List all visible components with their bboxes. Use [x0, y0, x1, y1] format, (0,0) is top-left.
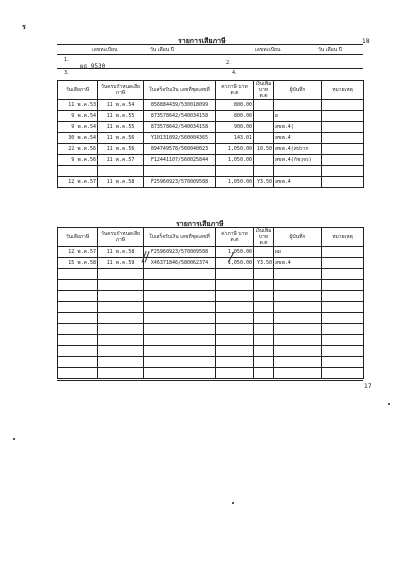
tax-cell [216, 269, 254, 280]
tax-cell [216, 166, 254, 177]
due-date-cell: 11 พ.ค.59 [98, 258, 144, 269]
table-header-row [58, 228, 364, 247]
recorder-cell [274, 324, 322, 335]
receipt-cell [144, 324, 216, 335]
tax-cell [216, 291, 254, 302]
note-cell [322, 247, 364, 258]
paid-date-cell: 12 พ.ค.57 [58, 247, 98, 258]
tax-cell [216, 346, 254, 357]
note-cell [322, 155, 364, 166]
reg-row-number: 3. [64, 70, 69, 76]
recorder-cell [274, 269, 322, 280]
due-date-cell: 11 พ.ค.55 [98, 122, 144, 133]
date-label-1: วัน เดือน ปี [150, 47, 174, 53]
column-header-receipt: ใบเสร็จรับเงิน เลขที่ชุดเลขที่ [144, 81, 216, 100]
note-cell [322, 144, 364, 155]
column-header-tax: ค่าภาษี บาท ต.ต [216, 228, 254, 247]
reg-label-2: เลขทะเบียน [255, 47, 281, 53]
tax-cell [216, 368, 254, 379]
note-cell [322, 100, 364, 111]
extra-cell [254, 313, 274, 324]
paid-date-cell [58, 335, 98, 346]
table-row [58, 133, 364, 144]
reg-row-value: ผธ 9530 [80, 63, 106, 70]
column-header-due-date: วันครบกำหนดเสียภาษี [98, 228, 144, 247]
paid-date-cell: 11 พ.ค.53 [58, 100, 98, 111]
column-header-paid-date: วันเสียภาษี [58, 228, 98, 247]
recorder-cell [274, 346, 322, 357]
recorder-cell: สขพ.4 [274, 258, 322, 269]
receipt-cell [144, 357, 216, 368]
column-header-note: หมายเหตุ [322, 81, 364, 100]
receipt-cell [144, 368, 216, 379]
receipt-cell: 856884439/530018099 [144, 100, 216, 111]
paid-date-cell [58, 346, 98, 357]
recorder-cell: สขพ.4 [274, 177, 322, 188]
note-cell [322, 291, 364, 302]
note-cell [322, 368, 364, 379]
extra-cell [254, 291, 274, 302]
extra-cell [254, 346, 274, 357]
recorder-cell: ผ [274, 111, 322, 122]
scan-speck [13, 438, 15, 440]
table-row [58, 111, 364, 122]
due-date-cell: 11 พ.ค.58 [98, 177, 144, 188]
tax-cell: 1,050.00 [216, 258, 254, 269]
section2-tax-table [57, 227, 364, 379]
reg-row-number: 4. [232, 70, 237, 76]
extra-cell: Y3.50 [254, 177, 274, 188]
note-cell [322, 335, 364, 346]
extra-cell [254, 335, 274, 346]
receipt-cell [144, 313, 216, 324]
note-cell [322, 302, 364, 313]
recorder-cell [274, 357, 322, 368]
extra-cell [254, 166, 274, 177]
note-cell [322, 166, 364, 177]
tax-cell [216, 324, 254, 335]
note-cell [322, 324, 364, 335]
note-cell [322, 269, 364, 280]
receipt-cell: F25960923/570009508 [144, 247, 216, 258]
extra-cell [254, 133, 274, 144]
table-row [58, 357, 364, 368]
tax-cell: 1,050.00 [216, 177, 254, 188]
section1-tax-table [57, 80, 364, 188]
due-date-cell [98, 291, 144, 302]
recorder-cell [274, 335, 322, 346]
extra-cell [254, 368, 274, 379]
tax-cell: 900.00 [216, 122, 254, 133]
tax-cell [216, 302, 254, 313]
extra-cell [254, 247, 274, 258]
due-date-cell: 11 พ.ค.57 [98, 155, 144, 166]
due-date-cell [98, 357, 144, 368]
receipt-cell [144, 280, 216, 291]
recorder-cell: สขพ.4(กัชวุจร) [274, 155, 322, 166]
table-row [58, 269, 364, 280]
extra-cell [254, 324, 274, 335]
extra-cell [254, 155, 274, 166]
table-row [58, 346, 364, 357]
recorder-cell [274, 302, 322, 313]
due-date-cell [98, 302, 144, 313]
note-cell [322, 357, 364, 368]
column-header-extra: เงินเพิ่ม บาท ต.ต [254, 81, 274, 100]
note-cell [322, 280, 364, 291]
receipt-cell: X46371846/580062374 [144, 258, 216, 269]
tax-cell: 1,050.00 [216, 247, 254, 258]
receipt-cell [144, 335, 216, 346]
column-header-note: หมายเหตุ [322, 228, 364, 247]
column-header-extra: เงินเพิ่ม บาท ต.ต [254, 228, 274, 247]
receipt-cell: F12441107/560025844 [144, 155, 216, 166]
page-number-top: 18 [362, 38, 370, 45]
recorder-cell: สขพ.4( [274, 122, 322, 133]
extra-cell [254, 122, 274, 133]
extra-cell [254, 280, 274, 291]
table-row [58, 122, 364, 133]
column-header-recorder: ผู้บันทึก [274, 228, 322, 247]
due-date-cell [98, 368, 144, 379]
table-row [58, 144, 364, 155]
recorder-cell [274, 166, 322, 177]
column-header-receipt: ใบเสร็จรับเงิน เลขที่ชุดเลขที่ [144, 228, 216, 247]
table-row [58, 166, 364, 177]
page-number-bottom: 17 [364, 383, 372, 390]
receipt-cell [144, 269, 216, 280]
receipt-cell [144, 291, 216, 302]
receipt-cell: 873578642/540034158 [144, 122, 216, 133]
extra-cell [254, 302, 274, 313]
due-date-cell [98, 346, 144, 357]
paid-date-cell [58, 166, 98, 177]
paid-date-cell [58, 302, 98, 313]
due-date-cell: 11 พ.ค.55 [98, 111, 144, 122]
extra-cell [254, 269, 274, 280]
table-row [58, 258, 364, 269]
receipt-cell: 894749578/560040023 [144, 144, 216, 155]
extra-cell [254, 357, 274, 368]
note-cell [322, 122, 364, 133]
scan-speck [232, 502, 234, 504]
table-row [58, 324, 364, 335]
recorder-cell [274, 368, 322, 379]
reg-row-number: 1. [64, 57, 69, 63]
note-cell [322, 258, 364, 269]
note-cell [322, 111, 364, 122]
tax-cell [216, 280, 254, 291]
due-date-cell: 11 พ.ค.54 [98, 100, 144, 111]
scan-speck [388, 403, 390, 405]
table-row [58, 313, 364, 324]
tax-cell [216, 357, 254, 368]
column-header-recorder: ผู้บันทึก [274, 81, 322, 100]
recorder-cell [274, 291, 322, 302]
paid-date-cell: 9 พ.ค.56 [58, 155, 98, 166]
note-cell [322, 177, 364, 188]
extra-cell: Y3.50 [254, 258, 274, 269]
section2-title: รายการเสียภาษี [176, 220, 224, 228]
tax-cell: 800.00 [216, 111, 254, 122]
due-date-cell [98, 280, 144, 291]
tax-cell: 800.00 [216, 100, 254, 111]
due-date-cell [98, 166, 144, 177]
tax-cell [216, 335, 254, 346]
paid-date-cell [58, 357, 98, 368]
page-corner-mark: ร [22, 23, 26, 31]
tax-cell [216, 313, 254, 324]
paid-date-cell [58, 291, 98, 302]
table-header-row [58, 81, 364, 100]
reg-label-1: เลขทะเบียน [92, 47, 118, 53]
paid-date-cell [58, 269, 98, 280]
extra-cell [254, 100, 274, 111]
paid-date-cell: 22 พ.ค.56 [58, 144, 98, 155]
receipt-cell [144, 166, 216, 177]
table-row [58, 100, 364, 111]
paid-date-cell: 12 พ.ค.57 [58, 177, 98, 188]
paid-date-cell [58, 324, 98, 335]
note-cell [322, 313, 364, 324]
due-date-cell [98, 324, 144, 335]
table-row [58, 302, 364, 313]
recorder-cell [274, 280, 322, 291]
column-header-paid-date: วันเสียภาษี [58, 81, 98, 100]
receipt-cell: 873578642/540034158 [144, 111, 216, 122]
paid-date-cell [58, 313, 98, 324]
due-date-cell: 11 พ.ค.56 [98, 144, 144, 155]
paid-date-cell [58, 368, 98, 379]
tax-cell: 143.01 [216, 133, 254, 144]
note-cell [322, 346, 364, 357]
table-row [58, 280, 364, 291]
receipt-cell [144, 346, 216, 357]
date-label-2: วัน เดือน ปี [318, 47, 342, 53]
recorder-cell: สขพ.4 [274, 133, 322, 144]
section1-title: รายการเสียภาษี [178, 37, 226, 45]
due-date-cell [98, 313, 144, 324]
receipt-cell: Y10131092/560004365 [144, 133, 216, 144]
recorder-cell [274, 313, 322, 324]
due-date-cell: 11 พ.ค.56 [98, 133, 144, 144]
extra-cell: 10.50 [254, 144, 274, 155]
paid-date-cell: 9 พ.ค.54 [58, 122, 98, 133]
table-row [58, 291, 364, 302]
receipt-cell [144, 302, 216, 313]
table-row [58, 368, 364, 379]
due-date-cell [98, 269, 144, 280]
extra-cell [254, 111, 274, 122]
recorder-cell [274, 100, 322, 111]
paid-date-cell: 15 พ.ค.58 [58, 258, 98, 269]
recorder-cell: สขพ.4(สปราก [274, 144, 322, 155]
paid-date-cell: 9 พ.ค.54 [58, 111, 98, 122]
table-row [58, 247, 364, 258]
receipt-cell: F25960923/570009508 [144, 177, 216, 188]
tax-cell: 1,050.00 [216, 155, 254, 166]
table-row [58, 177, 364, 188]
paid-date-cell: 30 พ.ค.54 [58, 133, 98, 144]
recorder-cell: ผผ [274, 247, 322, 258]
column-header-due-date: วันครบกำหนดเสียภาษี [98, 81, 144, 100]
column-header-tax: ค่าภาษี บาท ต.ต [216, 81, 254, 100]
table-row [58, 155, 364, 166]
paid-date-cell [58, 280, 98, 291]
tax-cell: 1,050.00 [216, 144, 254, 155]
table-row [58, 335, 364, 346]
due-date-cell [98, 335, 144, 346]
reg-row-number: 2. [226, 60, 231, 66]
note-cell [322, 133, 364, 144]
due-date-cell: 11 พ.ค.58 [98, 247, 144, 258]
